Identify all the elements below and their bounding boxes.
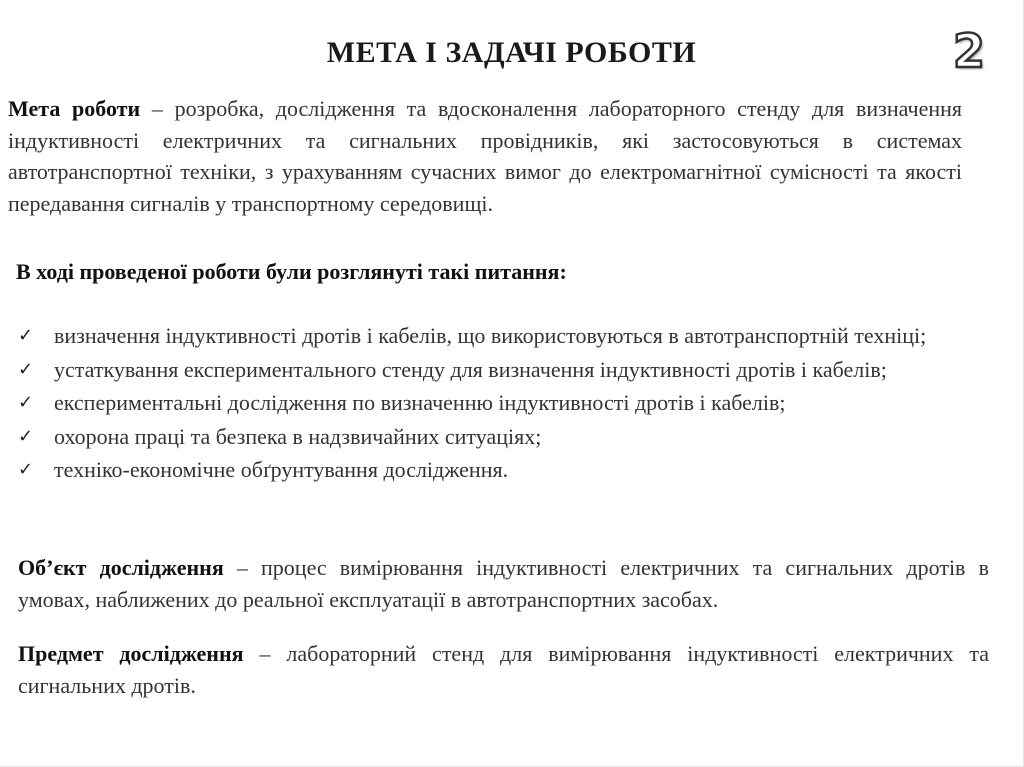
issues-list — [16, 321, 991, 489]
object-text: – процес вимірювання індуктивності електричних та сигнальних дротів в умовах, наближених до реальної експлуатації в автотранспортних засобах. — [18, 555, 989, 612]
list-item — [16, 422, 991, 452]
list-item — [16, 321, 991, 351]
list-item-text: техніко-економічне обґрунтування дослідження. — [54, 457, 509, 482]
subject-text: – лабораторний стенд для вимірювання індуктивності електричних та сигнальних дротів. — [18, 641, 989, 698]
goal-label: Мета роботи — [8, 96, 141, 121]
page-number: 2 — [952, 24, 985, 78]
list-item-text: устаткування експериментального стенду для визначення індуктивності дротів і кабелів; — [54, 356, 887, 382]
check-icon: ✓ — [18, 425, 34, 447]
check-icon: ✓ — [18, 358, 34, 380]
object-label: Об’єкт дослідження — [18, 555, 224, 580]
goal-text: – розробка, дослідження та вдосконалення лабораторного стенду для визначення індуктивності електричних та сигнальних провідників, які застосовуються в системах автотранспортної техніки, з урахуванням сучасних вимог до електромагнітної сумісності та якості передавання сигналів у транспортному середовищі. — [8, 96, 963, 216]
slide-title: МЕТА І ЗАДАЧІ РОБОТИ — [326, 36, 697, 69]
issues-heading — [16, 259, 567, 285]
check-icon: ✓ — [18, 392, 34, 413]
list-item — [16, 355, 991, 385]
list-item — [16, 455, 991, 485]
object-paragraph — [18, 552, 989, 615]
check-icon: ✓ — [18, 325, 34, 346]
list-item — [16, 388, 991, 418]
list-item-text: експериментальні дослідження по визначенню індуктивності дротів і кабелів; — [54, 390, 786, 415]
list-item-text: визначення індуктивності дротів і кабелів, що використовуються в автотранспортній техніці; — [54, 323, 927, 348]
subject-paragraph — [18, 638, 989, 701]
list-item-text: охорона праці та безпека в надзвичайних ситуаціях; — [54, 423, 542, 449]
subject-label: Предмет дослідження — [18, 641, 244, 666]
issues-heading-colon: : — [559, 259, 567, 284]
check-icon: ✓ — [18, 459, 34, 480]
goal-paragraph — [8, 93, 962, 219]
issues-heading-text: В ході проведеної роботи були розглянуті такі питання — [16, 259, 560, 284]
